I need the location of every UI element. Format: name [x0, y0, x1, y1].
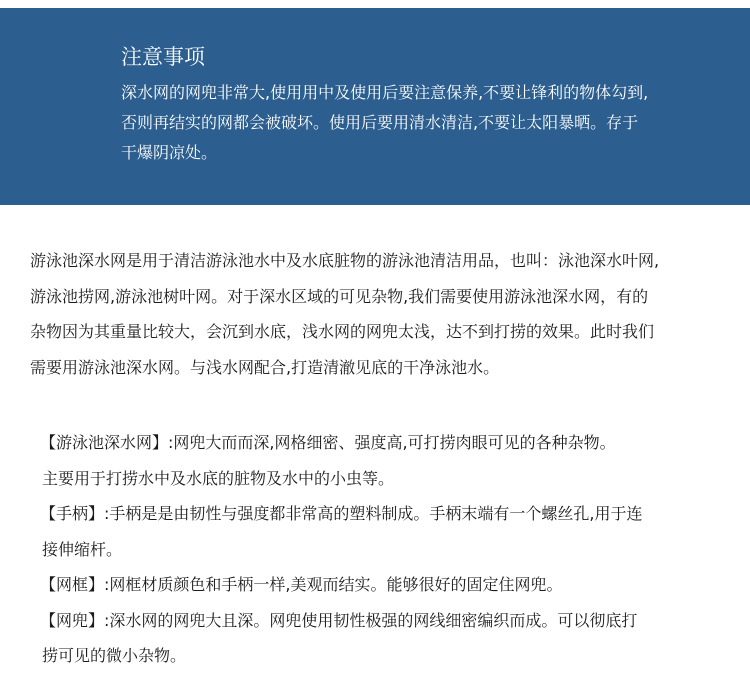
- spec-continuation: 主要用于打捞水中及水底的脏物及水中的小虫等。: [42, 468, 395, 488]
- intro-line: 需要用游泳池深水网。与浅水网配合,打造清澈见底的干净泳池水。: [30, 357, 500, 377]
- spec-list: [40, 425, 730, 674]
- spec-text: 【游泳池深水网】:网兜大而而深,网格细密、强度高,可打捞肉眼可见的各种杂物。: [40, 433, 616, 452]
- spec-text: 【网兜】:深水网的网兜大且深。网兜使用韧性极强的网线细密编织而成。可以彻底打: [40, 610, 638, 630]
- notice-line: 深水网的网兜非常大,使用用中及使用后要注意保养,不要让锋利的物体勾到,: [121, 83, 649, 102]
- spec-text: 【手柄】:手柄是是由韧性与强度都非常高的塑料制成。手柄末端有一个螺丝孔,用于连: [40, 504, 643, 523]
- notice-line: 干爆阴凉处。: [121, 143, 218, 162]
- spec-item-handle: [40, 496, 730, 567]
- intro-paragraph: [30, 243, 735, 385]
- spec-item-bag: [40, 603, 730, 674]
- notice-title: 注意事项: [121, 45, 205, 69]
- spec-text: 【网框】:网框材质颜色和手柄一样,美观而结实。能够很好的固定住网兜。: [40, 575, 563, 594]
- spec-continuation: 捞可见的微小杂物。: [42, 646, 187, 665]
- intro-line: 游泳池深水网是用于清洁游泳池水中及水底脏物的游泳池清洁用品，也叫：泳池深水叶网,: [30, 251, 660, 270]
- intro-line: 杂物因为其重量比较大，会沉到水底，浅水网的网兜太浅，达不到打捞的效果。此时我们: [30, 322, 655, 341]
- intro-line: 游泳池捞网,游泳池树叶网。对于深水区域的可见杂物,我们需要使用游泳池深水网，有的: [30, 286, 649, 306]
- notice-line: 否则再结实的网都会被破坏。使用后要用清水清洁,不要让太阳暴晒。存于: [121, 113, 639, 132]
- spec-item-frame: [40, 567, 730, 603]
- spec-item-net: [40, 425, 730, 496]
- notice-banner: [0, 8, 750, 205]
- notice-body: [121, 78, 721, 168]
- spec-continuation: 接伸缩杆。: [42, 539, 123, 559]
